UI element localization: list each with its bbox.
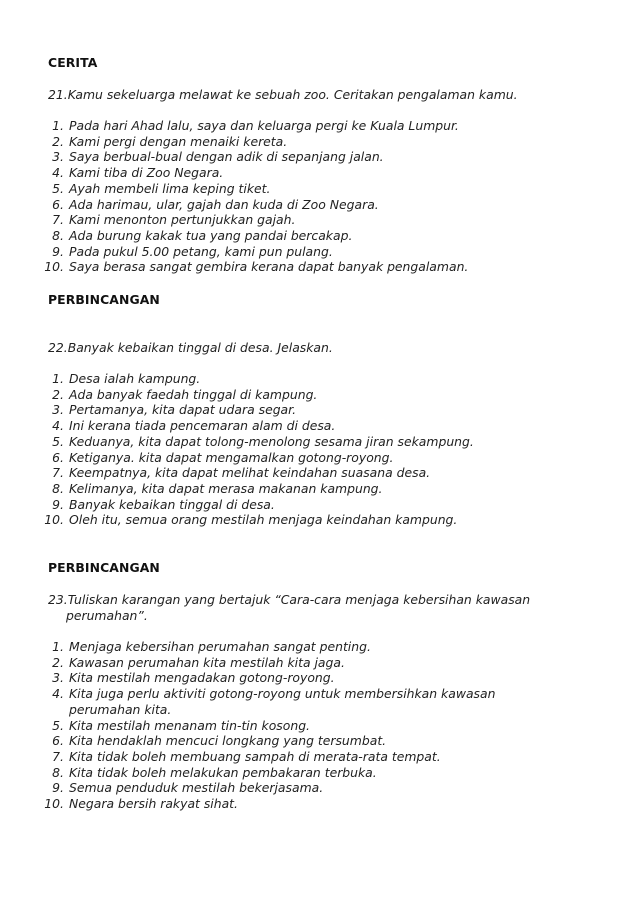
item-number: 9. — [52, 243, 64, 259]
item-number: 4. — [52, 165, 64, 181]
list-item — [0, 512, 569, 528]
item-text: Kita juga perlu aktiviti gotong-royong untuk membersihkan kawasan perumahan kita. — [69, 686, 496, 717]
item-text: Ada burung kakak tua yang pandai bercakap. — [69, 227, 353, 243]
question-21 — [48, 87, 588, 103]
list-item — [0, 118, 569, 134]
question-23 — [48, 592, 548, 623]
item-number: 5. — [52, 433, 64, 449]
question-text: 21.Kamu sekeluarga melawat ke sebuah zoo. Ceritakan pengalaman kamu. — [48, 87, 518, 102]
list-item — [0, 481, 569, 497]
item-number: 6. — [52, 196, 64, 212]
list-item — [0, 796, 569, 812]
list-item — [0, 733, 569, 749]
answer-list-21 — [0, 118, 569, 275]
item-text: Kita hendaklah mencuci longkang yang tersumbat. — [69, 733, 387, 749]
item-number: 7. — [52, 465, 64, 481]
list-item — [0, 134, 569, 150]
item-text: Kawasan perumahan kita mestilah kita jaga. — [69, 654, 345, 670]
item-number: 10. — [44, 259, 64, 275]
item-text: Pertamanya, kita dapat udara segar. — [69, 402, 297, 418]
item-number: 3. — [52, 402, 64, 418]
item-number: 9. — [52, 496, 64, 512]
list-item — [0, 244, 569, 260]
list-item — [0, 765, 569, 781]
item-number: 1. — [52, 371, 64, 386]
list-item — [0, 655, 569, 671]
list-item — [0, 670, 569, 686]
item-text: Ini kerana tiada pencemaran alam di desa. — [69, 418, 336, 434]
item-text: Negara bersih rakyat sihat. — [69, 796, 238, 812]
question-text: 22.Banyak kebaikan tinggal di desa. Jelaskan. — [48, 340, 333, 355]
item-text: Ayah membeli lima keping tiket. — [69, 180, 271, 196]
list-item — [0, 402, 569, 418]
item-number: 8. — [52, 480, 64, 496]
list-item — [0, 780, 569, 796]
item-text: Kami tiba di Zoo Negara. — [69, 165, 224, 181]
question-22 — [48, 340, 588, 356]
item-text: Ada harimau, ular, gajah dan kuda di Zoo Negara. — [69, 196, 379, 212]
section-heading-perbincangan: PERBINCANGAN — [48, 292, 160, 307]
item-text: Saya berbual-bual dengan adik di sepanjang jalan. — [69, 149, 384, 165]
item-number: 1. — [52, 118, 64, 133]
item-text: Menjaga kebersihan perumahan sangat penting. — [69, 639, 371, 654]
question-text: 23.Tuliskan karangan yang bertajuk “Cara-cara menjaga kebersihan kawasan perumahan”. — [48, 592, 531, 623]
item-number: 10. — [44, 512, 64, 528]
item-number: 8. — [52, 227, 64, 243]
list-item — [0, 149, 569, 165]
item-number: 3. — [52, 149, 64, 165]
item-text: Kelimanya, kita dapat merasa makanan kampung. — [69, 480, 383, 496]
list-item — [0, 639, 569, 655]
item-number: 5. — [52, 717, 64, 733]
list-item — [0, 181, 569, 197]
item-number: 1. — [52, 639, 64, 654]
list-item — [0, 228, 569, 244]
item-number: 5. — [52, 180, 64, 196]
answer-list-23 — [0, 639, 569, 812]
list-item — [0, 686, 499, 717]
section-heading-cerita: CERITA — [48, 55, 98, 70]
item-number: 4. — [52, 686, 64, 702]
item-text: Kami pergi dengan menaiki kereta. — [69, 133, 288, 149]
item-number: 6. — [52, 733, 64, 749]
list-item — [0, 749, 569, 765]
item-text: Keempatnya, kita dapat melihat keindahan suasana desa. — [69, 465, 431, 481]
list-item — [0, 497, 569, 513]
list-item — [0, 434, 569, 450]
list-item — [0, 418, 569, 434]
answer-list-22 — [0, 371, 569, 528]
list-item — [0, 718, 569, 734]
list-item — [0, 450, 569, 466]
item-text: Kita tidak boleh melakukan pembakaran terbuka. — [69, 764, 377, 780]
item-number: 2. — [52, 133, 64, 149]
item-number: 3. — [52, 670, 64, 686]
list-item — [0, 165, 569, 181]
item-text: Ada banyak faedah tinggal di kampung. — [69, 386, 318, 402]
item-number: 2. — [52, 386, 64, 402]
item-text: Desa ialah kampung. — [69, 371, 201, 386]
item-text: Pada pukul 5.00 petang, kami pun pulang. — [69, 243, 333, 259]
item-number: 2. — [52, 654, 64, 670]
list-item — [0, 197, 569, 213]
item-text: Semua penduduk mestilah bekerjasama. — [69, 780, 324, 796]
item-text: Oleh itu, semua orang mestilah menjaga keindahan kampung. — [69, 512, 458, 528]
list-item — [0, 259, 569, 275]
item-text: Kita mestilah menanam tin-tin kosong. — [69, 717, 310, 733]
item-text: Pada hari Ahad lalu, saya dan keluarga pergi ke Kuala Lumpur. — [69, 118, 459, 133]
item-text: Keduanya, kita dapat tolong-menolong sesama jiran sekampung. — [69, 433, 474, 449]
section-heading-perbincangan: PERBINCANGAN — [48, 560, 160, 575]
list-item — [0, 371, 569, 387]
item-number: 8. — [52, 764, 64, 780]
item-number: 7. — [52, 212, 64, 228]
item-text: Banyak kebaikan tinggal di desa. — [69, 496, 275, 512]
item-number: 7. — [52, 748, 64, 764]
item-text: Kami menonton pertunjukkan gajah. — [69, 212, 296, 228]
item-number: 10. — [44, 796, 64, 812]
item-number: 6. — [52, 449, 64, 465]
item-number: 4. — [52, 418, 64, 434]
list-item — [0, 387, 569, 403]
item-text: Kita tidak boleh membuang sampah di merata-rata tempat. — [69, 748, 441, 764]
item-number: 9. — [52, 780, 64, 796]
item-text: Kita mestilah mengadakan gotong-royong. — [69, 670, 335, 686]
list-item — [0, 465, 569, 481]
item-text: Ketiganya. kita dapat mengamalkan gotong-royong. — [69, 449, 394, 465]
list-item — [0, 212, 569, 228]
item-text: Saya berasa sangat gembira kerana dapat banyak pengalaman. — [69, 259, 469, 275]
